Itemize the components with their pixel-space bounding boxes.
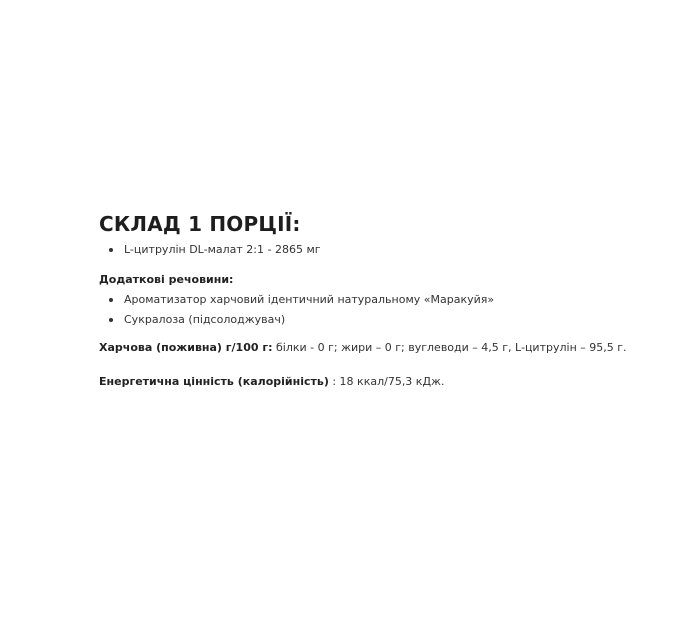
main-ingredients-list: [99, 240, 659, 260]
energy-value: [99, 372, 659, 392]
list-item: L-цитрулін DL-малат 2:1 - 2865 мг: [99, 240, 659, 260]
nutrition-value: білки - 0 г; жири – 0 г; вуглеводи – 4,5 г, L-цитрулін – 95,5 г.: [272, 341, 627, 354]
nutrition-label: Харчова (поживна) г/100 г:: [99, 341, 273, 354]
list-item: Сукралоза (підсолоджувач): [99, 310, 659, 330]
energy-amount: : 18 ккал/75,3 кДж.: [328, 375, 445, 388]
section-title: СКЛАД 1 ПОРЦІЇ:: [99, 212, 301, 236]
nutrition-facts: [99, 338, 659, 358]
additives-list: [99, 290, 659, 330]
additives-heading: Додаткові речовини:: [99, 273, 234, 286]
energy-label: Енергетична цінність (калорійність): [99, 375, 329, 388]
list-item: Ароматизатор харчовий ідентичний натуральному «Маракуйя»: [99, 290, 659, 310]
product-composition: [99, 208, 659, 392]
